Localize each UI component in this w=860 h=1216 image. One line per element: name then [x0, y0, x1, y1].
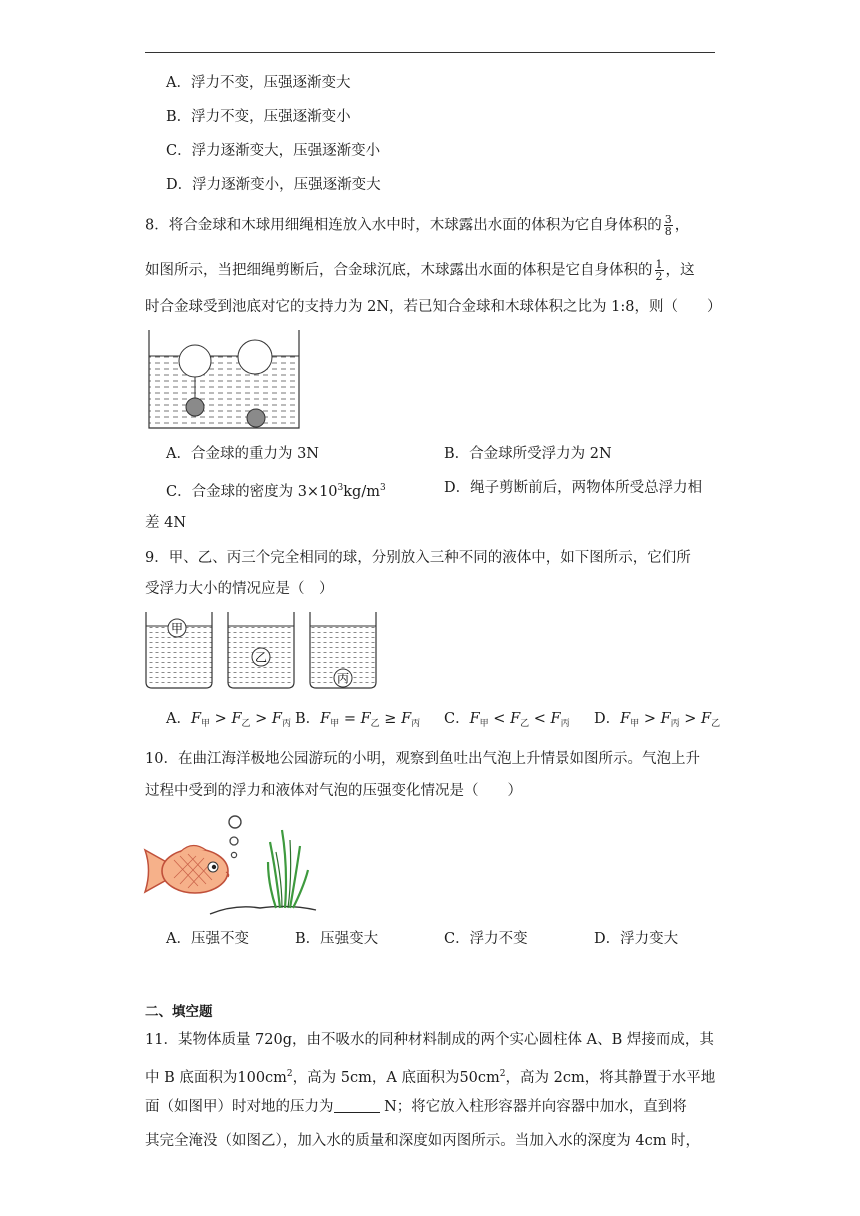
q10-option-c[interactable]: C．浮力不变 — [444, 931, 528, 947]
q11-value: 50cm — [459, 1070, 500, 1086]
q9-stem-line2: 受浮力大小的情况应是（ ） — [145, 581, 334, 597]
option-label: B． — [295, 711, 321, 727]
f-symbol: F — [469, 711, 480, 727]
option-label: D． — [594, 711, 621, 727]
q8-option-d[interactable]: D．绳子剪断前后，两物体所受总浮力相 — [444, 480, 703, 496]
q8-stem-line1 — [145, 214, 689, 237]
superscript: 3 — [337, 483, 344, 493]
f-symbol: F — [620, 711, 631, 727]
f-symbol: F — [320, 711, 331, 727]
subscript: 甲 — [630, 719, 640, 729]
q8-option-c[interactable] — [166, 478, 386, 502]
f-symbol: F — [360, 711, 371, 727]
ball-label-yi: 乙 — [254, 650, 268, 665]
fraction-1-2 — [655, 259, 664, 282]
q9-option-a[interactable] — [166, 709, 291, 734]
f-symbol: F — [231, 711, 242, 727]
f-symbol: F — [190, 711, 202, 727]
header-rule — [145, 52, 715, 53]
superscript: 2 — [286, 1069, 293, 1079]
operator: > — [639, 711, 661, 727]
q10-option-d[interactable]: D．浮力变大 — [594, 931, 679, 947]
subscript: 丙 — [281, 719, 291, 729]
q8-stem-line2 — [145, 259, 695, 282]
q8-option-b[interactable]: B．合金球所受浮力为 2N — [444, 446, 612, 462]
operator: < — [488, 711, 511, 727]
q7-option-a[interactable]: A．浮力不变，压强逐渐变大 — [166, 75, 351, 91]
operator: ≥ — [379, 711, 402, 727]
q11-value: 100cm — [237, 1070, 287, 1086]
q8-option-d-cont: 差 4N — [145, 515, 187, 531]
subscript: 乙 — [370, 719, 380, 729]
subscript: 甲 — [201, 719, 211, 729]
subscript: 丙 — [560, 719, 570, 729]
option-text: kg/m — [343, 484, 380, 500]
q10-option-b[interactable]: B．压强变大 — [295, 931, 379, 947]
q7-option-b[interactable]: B．浮力不变，压强逐渐变小 — [166, 109, 351, 125]
frac-num: 1 — [655, 258, 663, 271]
section-heading: 二、填空题 — [145, 1004, 213, 1020]
q8-figure-container-balls — [145, 330, 303, 430]
q7-option-d[interactable]: D．浮力逐渐变小，压强逐渐变大 — [166, 177, 381, 193]
q11-text: ，高为 5cm，A 底面积为 — [292, 1070, 460, 1086]
q9-option-d[interactable] — [594, 709, 720, 734]
q9-option-b[interactable] — [295, 709, 420, 734]
answer-blank[interactable] — [334, 1098, 380, 1113]
f-symbol: F — [401, 711, 412, 727]
q10-option-a[interactable]: A．压强不变 — [166, 931, 249, 947]
q8-text: 8．将合金球和木球用细绳相连放入水中时，木球露出水面的体积为它自身体积的 — [145, 217, 662, 234]
q10-stem-line2: 过程中受到的浮力和液体对气泡的压强变化情况是（ ） — [145, 783, 522, 799]
operator: > — [679, 711, 702, 727]
operator: > — [210, 711, 232, 727]
q8-text: ，这 — [665, 262, 695, 279]
subscript: 丙 — [411, 719, 421, 729]
q8-stem-line3: 时合金球受到池底对它的支持力为 2N，若已知合金球和木球体积之比为 1:8，则（ ） — [145, 299, 722, 315]
q11-stem-line3 — [145, 1097, 687, 1117]
q8-option-a[interactable]: A．合金球的重力为 3N — [166, 446, 319, 462]
frac-num: 3 — [664, 213, 672, 226]
subscript: 丙 — [670, 719, 680, 729]
q11-text: ，高为 2cm，将其静置于水平地 — [505, 1070, 716, 1086]
q11-stem-line1: 11．某物体质量 720g，由不吸水的同种材料制成的两个实心圆柱体 A、B 焊接而成，其 — [145, 1032, 714, 1048]
q8-text: 如图所示，当把细绳剪断后，合金球沉底，木球露出水面的体积是它自身体积的 — [145, 262, 653, 279]
f-symbol: F — [271, 711, 282, 727]
subscript: 甲 — [330, 719, 340, 729]
q11-stem-line2 — [145, 1064, 715, 1088]
superscript: 3 — [379, 483, 386, 493]
q8-text: ， — [674, 217, 690, 234]
q9-figure-three-beakers — [143, 610, 383, 692]
ball-label-jia: 甲 — [170, 621, 184, 636]
frac-den: 2 — [655, 270, 663, 283]
option-label: A． — [166, 711, 191, 727]
q11-text: N；将它放入柱形容器并向容器中加水，直到将 — [379, 1099, 687, 1115]
q9-option-c[interactable] — [444, 709, 570, 734]
fraction-3-8 — [664, 214, 673, 237]
option-text: C．合金球的密度为 3×10 — [166, 484, 338, 500]
ball-label-bing: 丙 — [336, 671, 350, 686]
f-symbol: F — [550, 711, 561, 727]
operator: = — [339, 711, 361, 727]
q11-text: 面（如图甲）时对地的压力为 — [145, 1099, 334, 1115]
option-label: C． — [444, 711, 470, 727]
q11-text: 中 B 底面积为 — [145, 1070, 238, 1086]
f-symbol: F — [660, 711, 671, 727]
f-symbol: F — [510, 711, 521, 727]
subscript: 乙 — [711, 719, 721, 729]
q9-stem-line1: 9．甲、乙、丙三个完全相同的球，分别放入三种不同的液体中，如下图所示，它们所 — [145, 550, 691, 566]
subscript: 乙 — [241, 719, 251, 729]
operator: < — [529, 711, 551, 727]
superscript: 2 — [499, 1069, 506, 1079]
subscript: 乙 — [520, 719, 530, 729]
q7-option-c[interactable]: C．浮力逐渐变大，压强逐渐变小 — [166, 143, 381, 159]
f-symbol: F — [701, 711, 712, 727]
subscript: 甲 — [479, 719, 489, 729]
q10-figure-fish-bubbles — [140, 812, 320, 920]
frac-den: 8 — [664, 225, 672, 238]
operator: > — [250, 711, 272, 727]
q10-stem-line1: 10．在曲江海洋极地公园游玩的小明，观察到鱼吐出气泡上升情景如图所示。气泡上升 — [145, 751, 700, 767]
q11-stem-line4: 其完全淹没（如图乙），加入水的质量和深度如丙图所示。当加入水的深度为 4cm 时， — [145, 1133, 701, 1149]
